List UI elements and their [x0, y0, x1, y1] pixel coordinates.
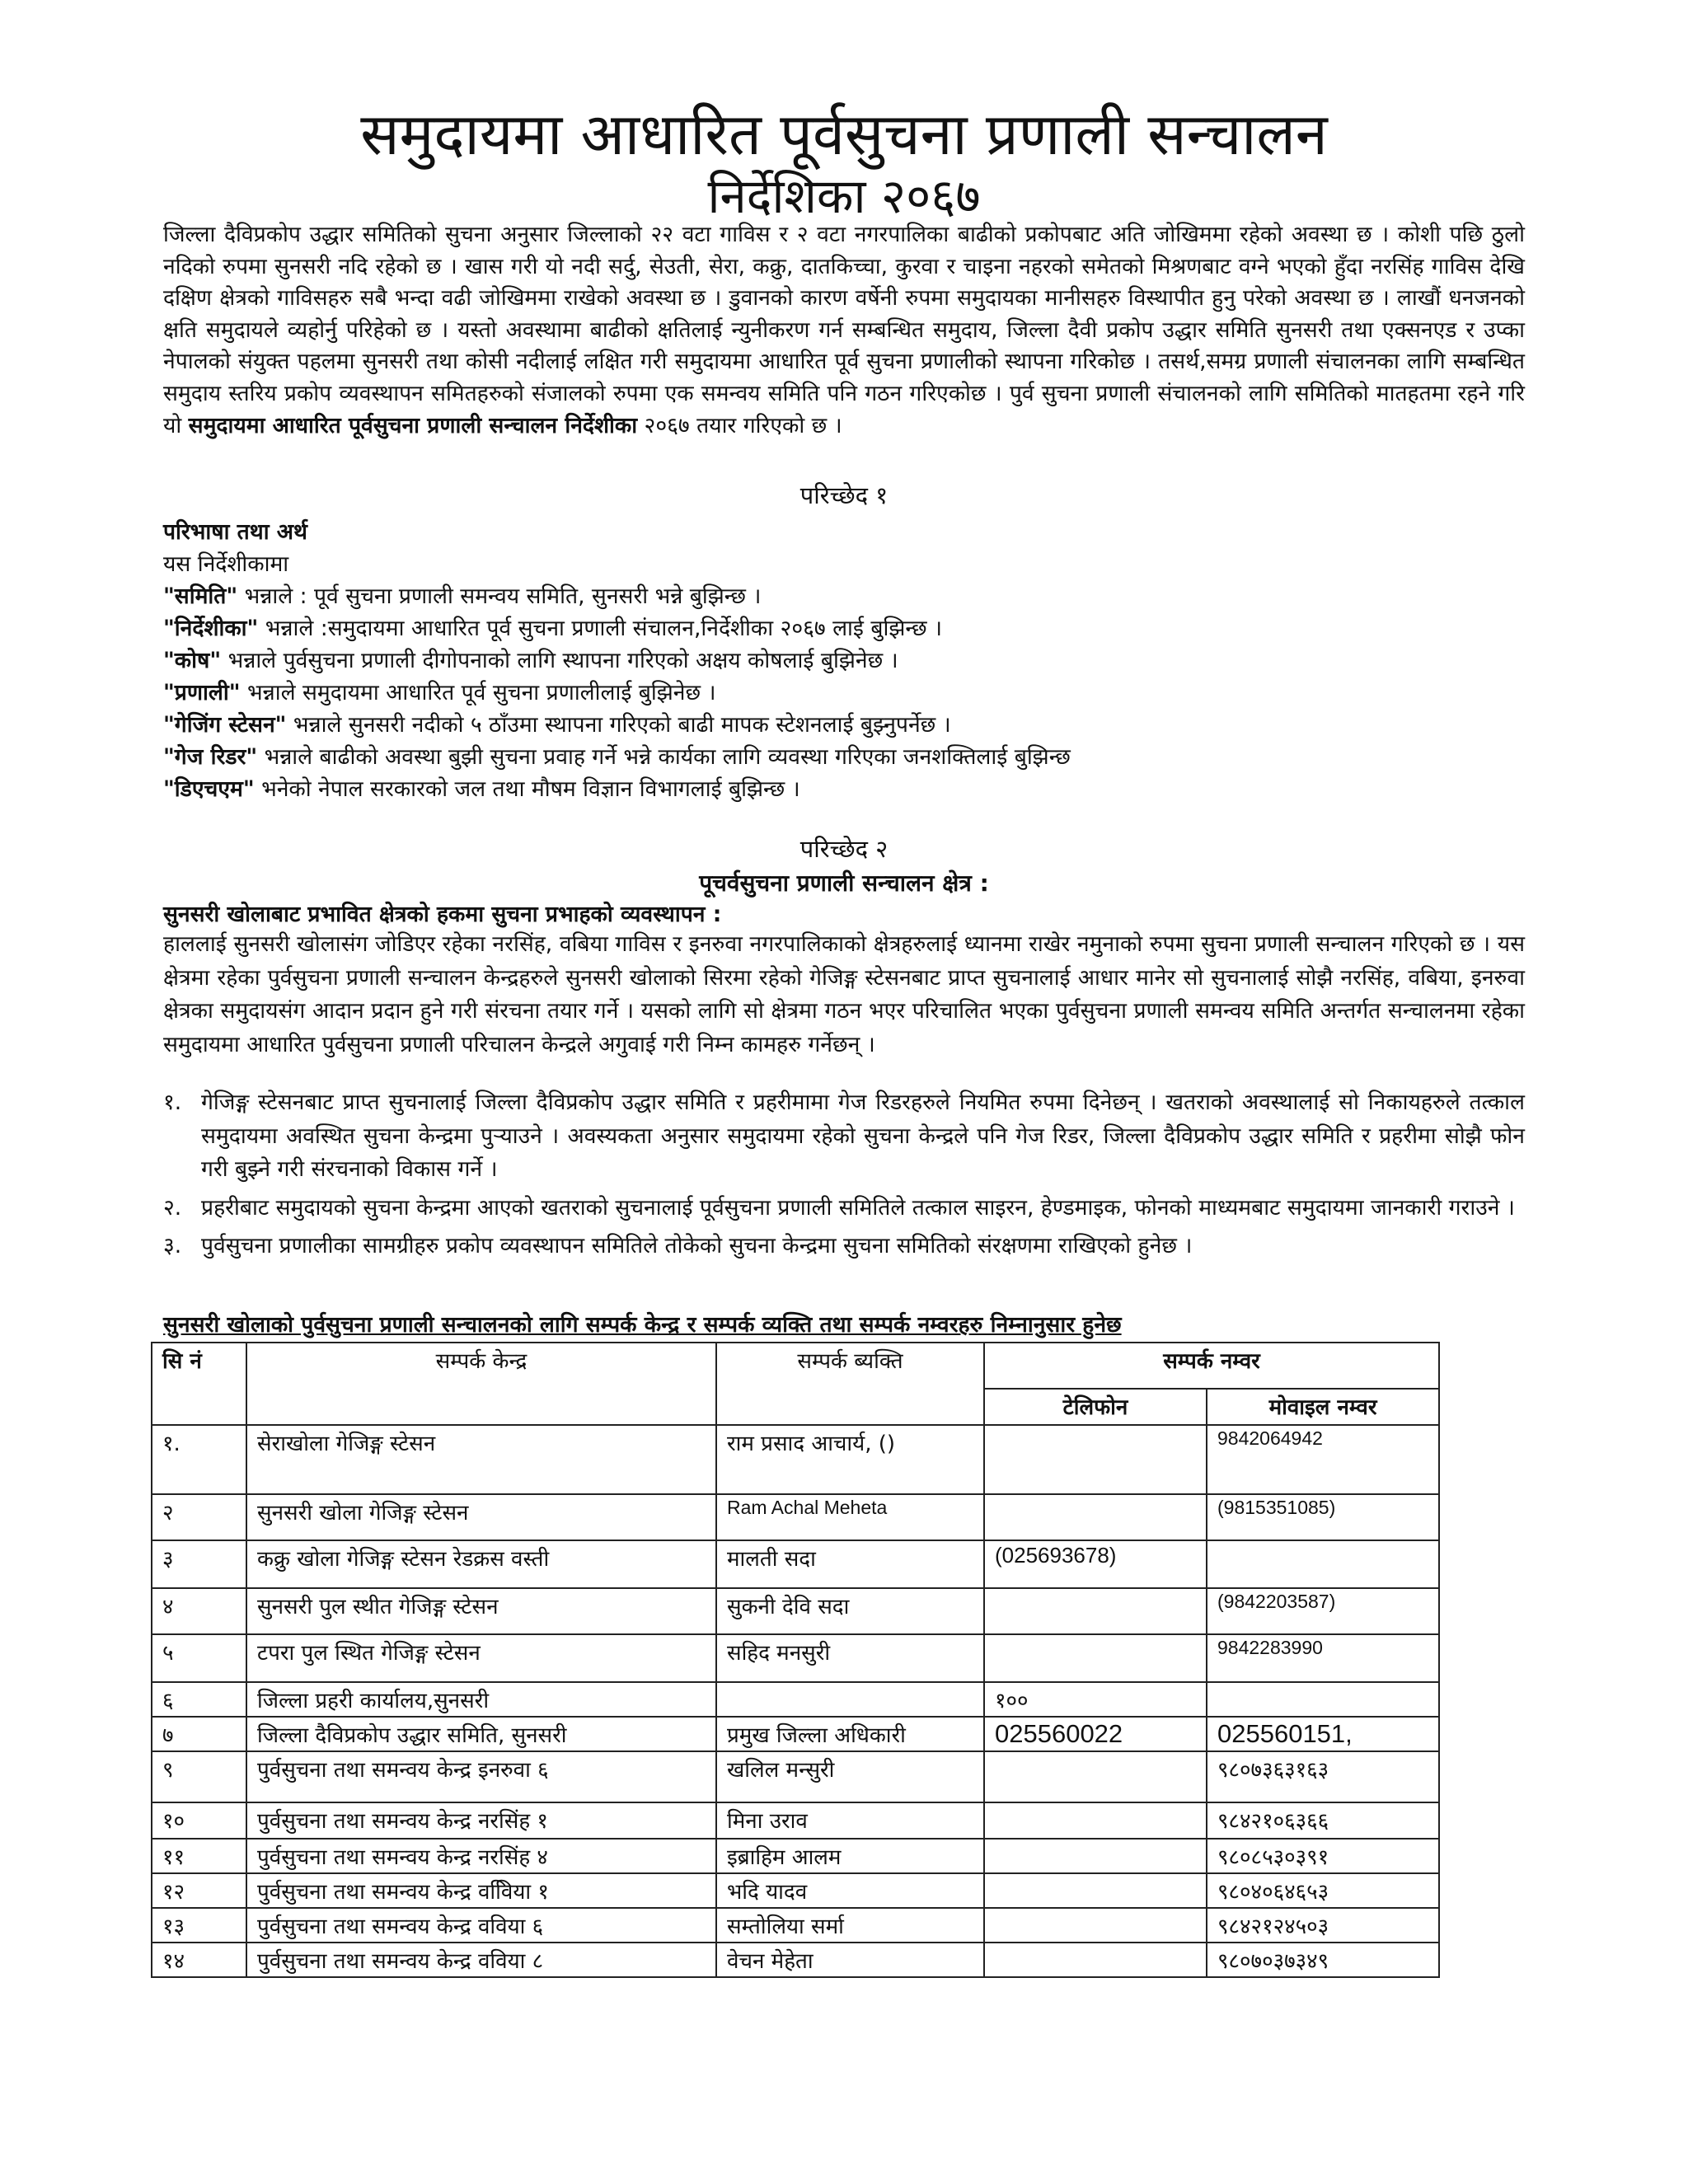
document-title: समुदायमा आधारित पूर्वसुचना प्रणाली सन्चालन [360, 101, 1328, 168]
cell-person: खलिल मन्सुरी [716, 1751, 984, 1802]
cell-serial: २ [152, 1494, 246, 1540]
cell-serial: १३ [152, 1908, 246, 1943]
definition-samiti [163, 580, 761, 610]
header-contact-person: सम्पर्क ब्यक्ति [716, 1343, 984, 1425]
cell-mobile [1207, 1540, 1439, 1588]
cell-serial: १४ [152, 1943, 246, 1977]
definition-term: "प्रणाली" [163, 680, 241, 705]
chapter1-heading: परिच्छेद १ [799, 481, 889, 509]
cell-person: भदि यादव [716, 1873, 984, 1908]
list-item [163, 1086, 1525, 1187]
cell-phone [984, 1751, 1207, 1802]
list-item [163, 1230, 1525, 1263]
cell-person: राम प्रसाद आचार्य, () [716, 1425, 984, 1494]
cell-center: सुनसरी पुल स्थीत गेजिङ्ग स्टेसन [246, 1588, 716, 1634]
chapter2-section-title: सुनसरी खोलाबाट प्रभावित क्षेत्रको हकमा सुचना प्रभाहको व्यवस्थापन : [163, 902, 722, 927]
definition-text: भन्नाले बाढीको अवस्था बुझी सुचना प्रवाह गर्ने भन्ने कार्यका लागि व्यवस्था गरिएका जनशक्तिलाई बुझिन्छ [257, 744, 1071, 770]
item-text: गेजिङ्ग स्टेसनबाट प्राप्त सुचनालाई जिल्ला दैविप्रकोप उद्धार समिति र प्रहरीमामा गेज रिडरहरुले नियमित रुपमा दिनेछन् । खतराको अवस्थालाई सो निकायहरुले तत्काल समुदायमा अवस्थित सुचना केन्द्रमा पुऱ्याउने । अवस्यकता अनुसार समुदायमा रहेको सुचना केन्द्रले पनि गेज रिडर, जिल्ला दैविप्रकोप उद्धार समिति र प्रहरीमा सोझै फोन गरी बुझ्ने गरी संरचनाको विकास गर्ने । [201, 1090, 1525, 1182]
cell-center: पुर्वसुचना तथा समन्वय केन्द्र ववििया १ [246, 1873, 716, 1908]
table-row [152, 1839, 1439, 1873]
definition-kosh [163, 644, 898, 674]
chapter1-subheading: परिभाषा तथा अर्थ [163, 519, 307, 545]
definition-term: "डिएचएम" [163, 776, 255, 802]
cell-serial: १२ [152, 1873, 246, 1908]
cell-center: जिल्ला प्रहरी कार्यालय,सुनसरी [246, 1682, 716, 1717]
cell-person: सहिद मनसुरी [716, 1634, 984, 1682]
table-row [152, 1802, 1439, 1839]
definition-text: भन्नाले :समुदायमा आधारित पूर्व सुचना प्रणाली संचालन,निर्देशीका २०६७ लाई बुझिन्छ । [258, 616, 943, 641]
definition-term: "समिति" [163, 583, 238, 609]
table-row [152, 1682, 1439, 1717]
table-row [152, 1908, 1439, 1943]
table-row [152, 1717, 1439, 1751]
table-row [152, 1494, 1439, 1540]
cell-person: सम्तोलिया सर्मा [716, 1908, 984, 1943]
item-number: १. [163, 1090, 182, 1115]
cell-mobile [1207, 1682, 1439, 1717]
intro-tail: २०६७ तयार गरिएको छ । [644, 412, 842, 438]
definition-nirdeshika [163, 612, 942, 642]
cell-center: टपरा पुल स्थित गेजिङ्ग स्टेसन [246, 1634, 716, 1682]
cell-serial: ७ [152, 1717, 246, 1751]
cell-phone [984, 1908, 1207, 1943]
cell-mobile: ९८०७३६३१६३ [1207, 1751, 1439, 1802]
contact-table [151, 1342, 1440, 1978]
cell-serial: ३ [152, 1540, 246, 1588]
cell-person: प्रमुख जिल्ला अधिकारी [716, 1717, 984, 1751]
cell-person: मालती सदा [716, 1540, 984, 1588]
cell-phone [984, 1943, 1207, 1977]
cell-phone [984, 1634, 1207, 1682]
cell-center: पुर्वसुचना तथा समन्वय केन्द्र नरसिंह १ [246, 1802, 716, 1839]
cell-phone [984, 1873, 1207, 1908]
cell-center: कक्रु खोला गेजिङ्ग स्टेसन रेडक्रस वस्ती [246, 1540, 716, 1588]
chapter2-heading: परिच्छेद २ [799, 835, 889, 863]
cell-center: सुनसरी खोला गेजिङ्ग स्टेसन [246, 1494, 716, 1540]
item-text: प्रहरीबाट समुदायको सुचना केन्द्रमा आएको खतराको सुचनालाई पूर्वसुचना प्रणाली समितिले तत्काल साइरन, हेण्डमाइक, फोनको माध्यमबाट समुदायमा जानकारी गराउने । [201, 1194, 1515, 1221]
chapter1-lead: यस निर्देशीकामा [163, 551, 289, 577]
definition-gauge-reader [163, 741, 1071, 771]
document-subtitle: निर्देशिका २०६७ [707, 168, 981, 224]
cell-serial: ६ [152, 1682, 246, 1717]
cell-mobile: ९८०८५३०३९१ [1207, 1839, 1439, 1873]
table-row [152, 1751, 1439, 1802]
cell-person: Ram Achal Meheta [716, 1494, 984, 1540]
intro-text: जिल्ला दैविप्रकोप उद्धार समितिको सुचना अनुसार जिल्लाको २२ वटा गाविस र २ वटा नगरपालिका बाढीको प्रकोपबाट अति जोखिममा रहेको अवस्था छ । कोशी पछि ठुलो नदिको रुपमा सुनसरी नदि रहेको छ । खास गरी यो नदी सर्दु, सेउती, सेरा, कक्रु, दातकिच्चा, कुरवा र चाइना नहरको समेतको मिश्रणबाट वग्ने भएको हुँदा नरसिंह गाविस देखि दक्षिण क्षेत्रको गाविसहरु सबै भन्दा वढी जोखिममा राखेको अवस्था छ । डुवानको कारण वर्षेनी रुपमा समुदायका मानीसहरु विस्थापीत हुनु परेको अवस्था छ । लाखौं धनजनको क्षति समुदायले व्यहोर्नु परिहेको छ । यस्तो अवस्थामा बाढीको क्षतिलाई न्युनीकरण गर्न सम्बन्धित समुदाय, जिल्ला दैवी प्रकोप उद्धार समिति सुनसरी तथा एक्सनएड र उप्का नेपालको संयुक्त पहलमा सुनसरी तथा कोसी नदीलाई लक्षित गरी समुदायमा आधारित पूर्व सुचना प्रणालीको स्थापना गरिकोछ । तसर्थ,समग्र प्रणाली संचालनका लागि सम्बन्धित समुदाय स्तरिय प्रकोप व्यवस्थापन समितहरुको संजालको रुपमा एक समन्वय समिति पनि गठन गरिएकोछ । पुर्व सुचना प्रणाली संचालनको लागि समितिको मातहतमा रहने गरि यो [163, 222, 1525, 438]
header-serial: सि नं [152, 1343, 246, 1425]
cell-mobile: 9842064942 [1207, 1425, 1439, 1494]
cell-serial: ५ [152, 1634, 246, 1682]
table-caption: सुनसरी खोलाको पुर्वसुचना प्रणाली सन्चालनको लागि सम्पर्क केन्द्र र सम्पर्क व्यक्ति तथा सम्पर्क नम्वरहरु निम्नानुसार हुनेछ [163, 1312, 1122, 1338]
chapter2-item-list [163, 1086, 1525, 1268]
intro-paragraph [163, 219, 1525, 442]
cell-center: पुर्वसुचना तथा समन्वय केन्द्र वविया ६ [246, 1908, 716, 1943]
cell-phone [984, 1588, 1207, 1634]
header-contact-number: सम्पर्क नम्वर [984, 1343, 1439, 1389]
intro-bold-text: समुदायमा आधारित पूर्वसुचना प्रणाली सन्चालन निर्देशीका [188, 412, 638, 438]
cell-mobile: ९८४२१२४५०३ [1207, 1908, 1439, 1943]
cell-person [716, 1682, 984, 1717]
cell-mobile: ९८०४०६४६५३ [1207, 1873, 1439, 1908]
definition-gauging-station [163, 709, 951, 738]
cell-phone [984, 1425, 1207, 1494]
header-mobile: मोवाइल नम्वर [1207, 1389, 1439, 1425]
table-row [152, 1540, 1439, 1588]
chapter2-subheading: पूचर्वसुचना प्रणाली सन्चालन क्षेत्र : [699, 869, 989, 897]
header-contact-center: सम्पर्क केन्द्र [246, 1343, 716, 1425]
chapter2-paragraph: हाललाई सुनसरी खोलासंग जोडिएर रहेका नरसिंह, वबिया गाविस र इनरुवा नगरपालिकाको क्षेत्रहरुलाई ध्यानमा राखेर नमुनाको रुपमा सुचना प्रणाली सन्चालन गरिएको छ । यस क्षेत्रमा रहेका पुर्वसुचना प्रणाली सन्चालन केन्द्रहरुले सुनसरी खोलाको सिरमा रहेको गेजिङ्ग स्टेसनबाट प्राप्त सुचनालाई आधार मानेर सो सुचनालाई सोझै नरसिंह, वबिया, इनरुवा क्षेत्रका समुदायसंग आदान प्रदान हुने गरी संरचना तयार गर्ने । यसको लागि सो क्षेत्रमा गठन भएर परिचालित भएका पुर्वसुचना प्रणाली समन्वय समिति अन्तर्गत सन्चालनमा रहेका समुदायमा आधारित पुर्वसुचना प्रणाली परिचालन केन्द्रले अगुवाई गरी निम्न कामहरु गर्नेछन् । [163, 931, 1525, 1057]
item-text: पुर्वसुचना प्रणालीका सामग्रीहरु प्रकोप व्यवस्थापन समितिले तोकेको सुचना केन्द्रमा सुचना समितिको संरक्षणमा राखिएको हुनेछ । [201, 1233, 1193, 1258]
cell-mobile: (9842203587) [1207, 1588, 1439, 1634]
table-row [152, 1588, 1439, 1634]
table-row [152, 1943, 1439, 1977]
cell-person: मिना उराव [716, 1802, 984, 1839]
cell-center: पुर्वसुचना तथा समन्वय केन्द्र वविया ८ [246, 1943, 716, 1977]
cell-mobile: (9815351085) [1207, 1494, 1439, 1540]
cell-center: सेराखोला गेजिङ्ग स्टेसन [246, 1425, 716, 1494]
table-row [152, 1425, 1439, 1494]
cell-serial: ९ [152, 1751, 246, 1802]
definition-term: "कोष" [163, 648, 222, 673]
definition-text: भनेको नेपाल सरकारको जल तथा मौषम विज्ञान विभागलाई बुझिन्छ । [254, 776, 800, 802]
cell-phone: १०० [984, 1682, 1207, 1717]
table-row [152, 1634, 1439, 1682]
cell-phone: 025560022 [984, 1717, 1207, 1751]
cell-serial: ४ [152, 1588, 246, 1634]
definition-term: "गेजिंग स्टेसन" [163, 712, 287, 738]
cell-phone [984, 1802, 1207, 1839]
cell-phone: (025693678) [984, 1540, 1207, 1588]
cell-serial: ११ [152, 1839, 246, 1873]
definition-text: भन्नाले सुनसरी नदीको ५ ठाँउमा स्थापना गरिएको बाढी मापक स्टेशनलाई बुझ्नुपर्नेछ । [286, 712, 951, 738]
definition-term: "निर्देशीका" [163, 616, 259, 641]
cell-serial: १० [152, 1802, 246, 1839]
cell-phone [984, 1839, 1207, 1873]
definition-text: भन्नाले पुर्वसुचना प्रणाली दीगोपनाको लागि स्थापना गरिएको अक्षय कोषलाई बुझिनेछ । [221, 648, 898, 673]
cell-mobile: ९८०७०३७३४९ [1207, 1943, 1439, 1977]
definition-dhm [163, 773, 800, 803]
table-row [152, 1873, 1439, 1908]
list-item [163, 1192, 1525, 1226]
item-number: ३. [163, 1233, 182, 1258]
cell-person: वेचन मेहेता [716, 1943, 984, 1977]
cell-person: सुकनी देवि सदा [716, 1588, 984, 1634]
definition-term: "गेज रिडर" [163, 744, 258, 770]
cell-mobile: ९८४२१०६३६६ [1207, 1802, 1439, 1839]
cell-center: जिल्ला दैविप्रकोप उद्धार समिति, सुनसरी [246, 1717, 716, 1751]
definition-text: भन्नाले समुदायमा आधारित पूर्व सुचना प्रणालीलाई बुझिनेछ । [240, 680, 716, 705]
cell-mobile: 9842283990 [1207, 1634, 1439, 1682]
cell-center: पुर्वसुचना तथा समन्वय केन्द्र नरसिंह ४ [246, 1839, 716, 1873]
definition-text: भन्नाले : पूर्व सुचना प्रणाली समन्वय समिति, सुनसरी भन्ने बुझिन्छ । [237, 583, 762, 609]
cell-person: इब्राहिम आलम [716, 1839, 984, 1873]
cell-phone [984, 1494, 1207, 1540]
cell-mobile: 025560151, [1207, 1717, 1439, 1751]
cell-serial: १. [152, 1425, 246, 1494]
cell-center: पुर्वसुचना तथा समन्वय केन्द्र इनरुवा ६ [246, 1751, 716, 1802]
item-number: २. [163, 1194, 182, 1221]
definition-pranali [163, 677, 716, 706]
header-telephone: टेलिफोन [984, 1389, 1207, 1425]
